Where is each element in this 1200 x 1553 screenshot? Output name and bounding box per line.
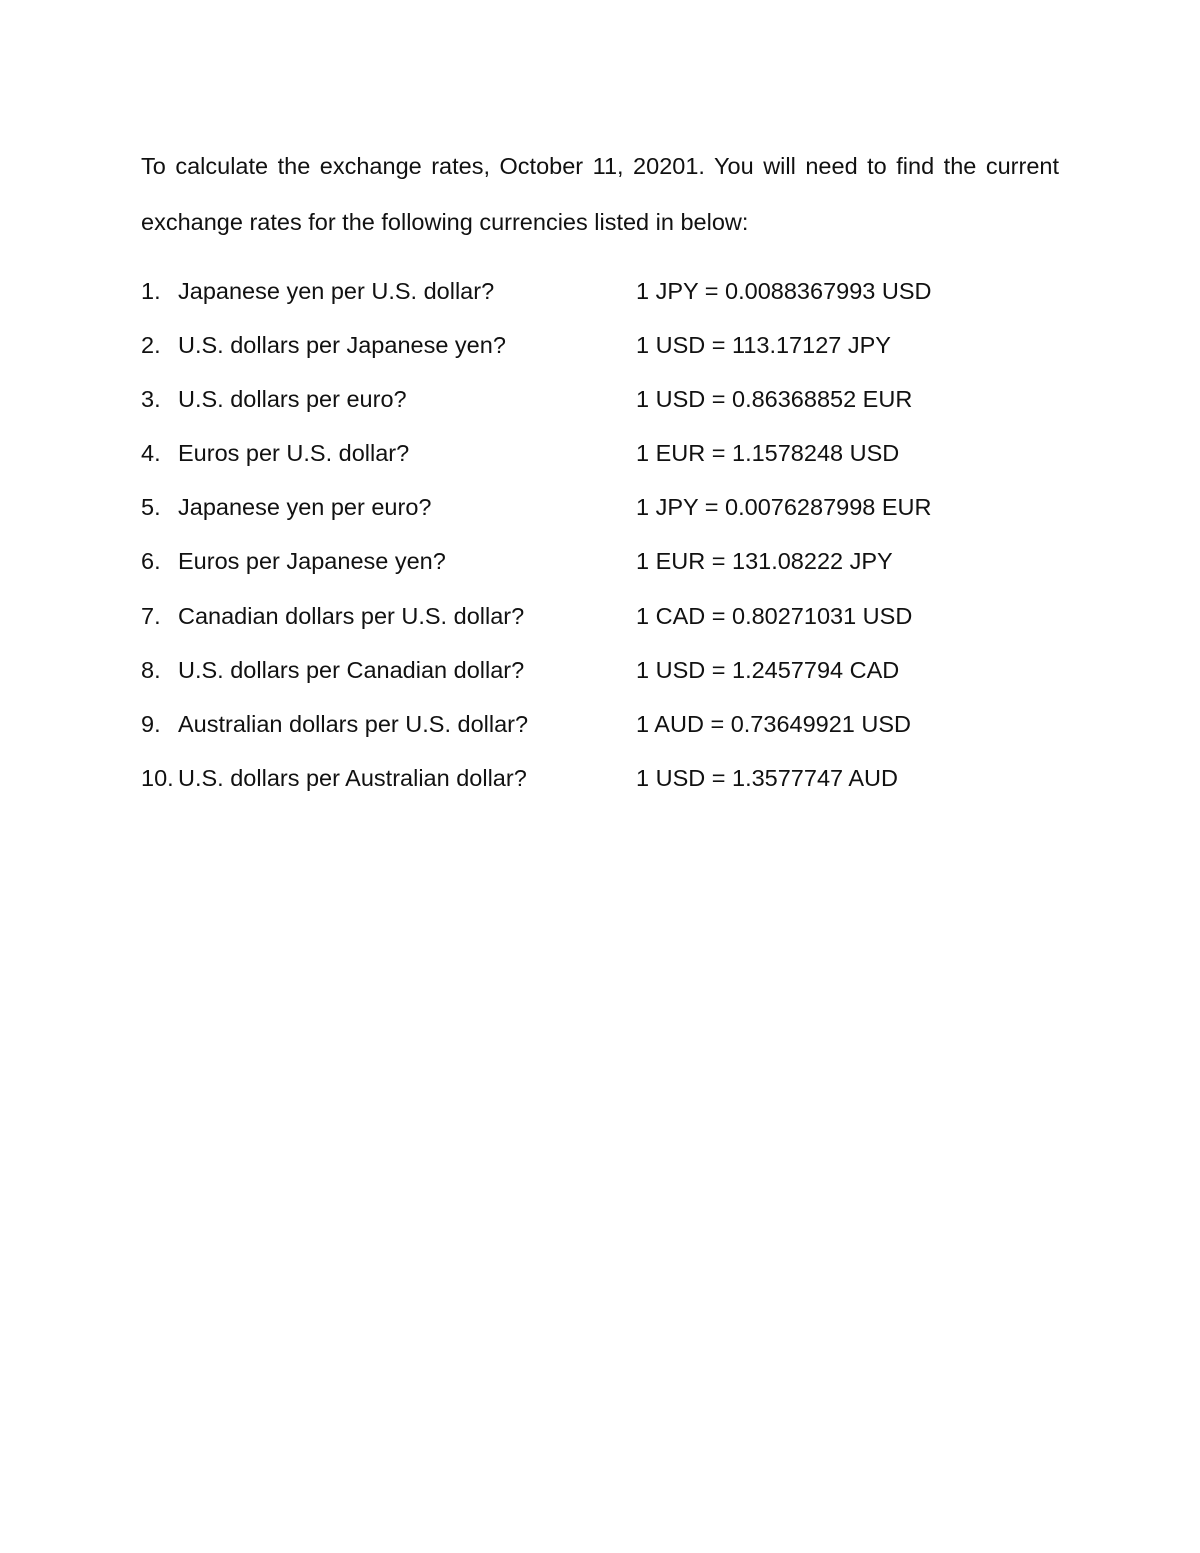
list-item [141,655,1101,709]
item-question: U.S. dollars per Japanese yen? [178,332,506,359]
item-answer: 1 EUR = 131.08222 JPY [636,548,893,575]
item-number: 10. [141,764,174,791]
item-answer: 1 USD = 1.3577747 AUD [636,764,898,791]
list-item [141,763,1101,817]
list-item [141,601,1101,655]
item-question: Japanese yen per U.S. dollar? [178,278,495,304]
item-number: 8. [141,656,161,683]
item-answer: 1 USD = 1.2457794 CAD [636,656,900,683]
item-question: U.S. dollars per Australian dollar? [178,764,527,791]
list-item [141,384,1101,438]
item-answer: 1 JPY = 0.0076287998 EUR [636,494,932,521]
item-number: 6. [141,548,161,575]
intro-paragraph [141,138,1061,250]
item-number: 4. [141,440,161,467]
item-answer: 1 USD = 0.86368852 EUR [636,386,913,413]
item-question: U.S. dollars per Canadian dollar? [178,656,525,683]
list-item [141,438,1101,492]
list-item [141,492,1101,546]
item-question: U.S. dollars per euro? [178,386,407,413]
item-number: 9. [141,710,161,737]
exchange-rate-list [141,276,1101,817]
item-number: 1. [141,278,161,304]
list-item [141,546,1101,600]
list-item [141,330,1101,384]
item-answer: 1 AUD = 0.73649921 USD [636,710,912,737]
list-item [141,709,1101,763]
item-answer: 1 EUR = 1.1578248 USD [636,440,900,467]
item-answer: 1 JPY = 0.0088367993 USD [636,278,932,304]
item-number: 3. [141,386,161,413]
item-question: Australian dollars per U.S. dollar? [178,710,529,737]
intro-line-1: To calculate the exchange rates, October 11, 20201. You will need to find the current [141,153,1059,179]
item-question: Euros per Japanese yen? [178,548,446,575]
item-answer: 1 USD = 113.17127 JPY [636,332,891,359]
item-number: 2. [141,332,161,359]
item-question: Euros per U.S. dollar? [178,440,410,467]
list-item [141,276,1101,330]
intro-line-2: exchange rates for the following currencies listed in below: [141,209,749,235]
item-answer: 1 CAD = 0.80271031 USD [636,602,913,629]
item-number: 5. [141,494,161,521]
item-number: 7. [141,602,161,629]
item-question: Canadian dollars per U.S. dollar? [178,602,525,629]
item-question: Japanese yen per euro? [178,494,432,521]
